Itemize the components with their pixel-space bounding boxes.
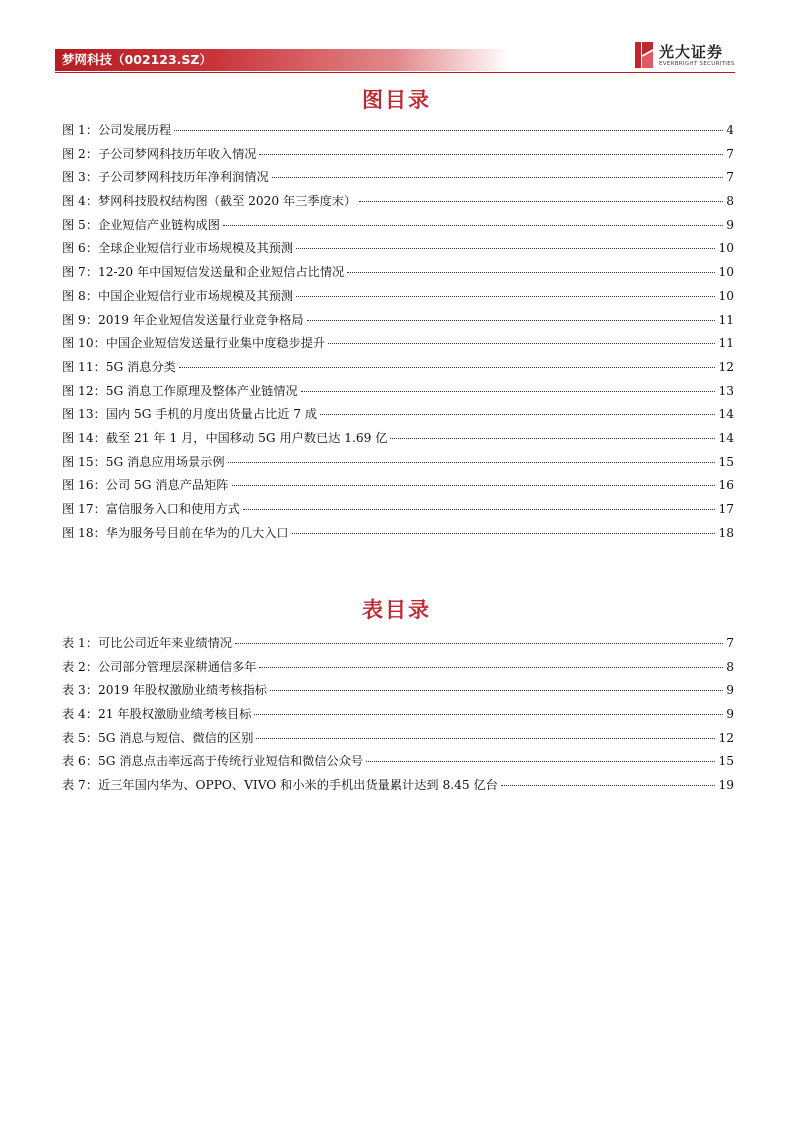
- figure-toc-page-number: 11: [718, 336, 734, 351]
- figure-toc-page-number: 4: [726, 123, 734, 137]
- figure-toc-entry[interactable]: [62, 522, 734, 546]
- brand-name: 光大证券: [659, 43, 724, 61]
- figure-toc-label: 图 18：华为服务号目前在华为的几大入口: [62, 525, 289, 540]
- figure-toc-label: 图 7：12-20 年中国短信发送量和企业短信占比情况: [62, 265, 345, 280]
- dot-leader: [359, 201, 723, 202]
- dot-leader: [501, 785, 716, 786]
- table-toc-page-number: 9: [726, 683, 734, 698]
- figure-toc-entry[interactable]: [62, 332, 734, 356]
- figure-toc-page-number: 7: [726, 146, 734, 161]
- dot-leader: [223, 225, 723, 226]
- figure-toc-page-number: 17: [718, 502, 734, 516]
- figure-toc-page-number: 18: [718, 525, 734, 540]
- dot-leader: [254, 714, 723, 715]
- figure-toc-entry[interactable]: [62, 166, 734, 190]
- figure-toc-label: 图 4：梦网科技股权结构图（截至 2020 年三季度末）: [62, 194, 357, 209]
- figure-toc-entry[interactable]: [62, 498, 734, 522]
- table-toc-label: 表 1：可比公司近年来业绩情况: [62, 636, 233, 650]
- table-toc-entry[interactable]: [62, 632, 734, 656]
- table-toc-entry[interactable]: [62, 774, 734, 798]
- table-toc-label: 表 3：2019 年股权激励业绩考核指标: [62, 683, 267, 698]
- dot-leader: [235, 643, 723, 644]
- figure-toc-label: 图 2：子公司梦网科技历年收入情况: [62, 146, 257, 161]
- table-toc-label: 表 6：5G 消息点击率远高于传统行业短信和微信公众号: [62, 754, 364, 769]
- header-divider: [55, 72, 735, 73]
- table-toc-entry[interactable]: [62, 750, 734, 774]
- table-toc-page-number: 9: [726, 707, 734, 722]
- figure-toc-entry[interactable]: [62, 261, 734, 285]
- figure-toc-entry[interactable]: [62, 380, 734, 404]
- figure-toc-entry[interactable]: [62, 285, 734, 309]
- table-toc-page-number: 8: [726, 659, 734, 674]
- dot-leader: [347, 272, 715, 273]
- dot-leader: [296, 248, 715, 249]
- figure-toc-entry[interactable]: [62, 474, 734, 498]
- table-toc-page-number: 12: [718, 730, 734, 745]
- table-toc-label: 表 7：近三年国内华为、OPPO、VIVO 和小米的手机出货量累计达到 8.45 亿台: [62, 778, 498, 793]
- figure-toc-label: 图 3：子公司梦网科技历年净利润情况: [62, 170, 269, 185]
- figure-toc-label: 图 9：2019 年企业短信发送量行业竞争格局: [62, 312, 304, 327]
- dot-leader: [366, 761, 715, 762]
- figure-toc-entry[interactable]: [62, 356, 734, 380]
- dot-leader: [307, 320, 716, 321]
- figure-toc-page-number: 14: [718, 430, 734, 445]
- figure-toc-entry[interactable]: [62, 119, 734, 143]
- dot-leader: [390, 438, 715, 439]
- figure-toc-label: 图 14：截至 21 年 1 月，中国移动 5G 用户数已达 1.69 亿: [62, 430, 388, 445]
- figure-toc-label: 图 8：中国企业短信行业市场规模及其预测: [62, 288, 294, 303]
- figure-toc-label: 图 16：公司 5G 消息产品矩阵: [62, 478, 229, 493]
- dot-leader: [259, 154, 723, 155]
- figure-toc-page-number: 11: [718, 312, 734, 327]
- dot-leader: [292, 533, 716, 534]
- figure-toc-page-number: 12: [718, 359, 734, 374]
- table-toc-entry[interactable]: [62, 679, 734, 703]
- dot-leader: [320, 414, 715, 415]
- everbright-logo-icon: [633, 40, 655, 70]
- figure-toc-entry[interactable]: [62, 214, 734, 238]
- figure-toc-page-number: 16: [718, 478, 734, 493]
- dot-leader: [228, 462, 716, 463]
- figure-toc-page-number: 10: [718, 241, 734, 256]
- figure-toc-entry[interactable]: [62, 143, 734, 167]
- figure-toc-label: 图 1：公司发展历程: [62, 123, 172, 137]
- table-toc-label: 表 2：公司部分管理层深耕通信多年: [62, 659, 257, 674]
- figure-toc-label: 图 10：中国企业短信发送量行业集中度稳步提升: [62, 336, 326, 351]
- figure-toc-label: 图 6：全球企业短信行业市场规模及其预测: [62, 241, 294, 256]
- table-toc-page-number: 7: [726, 636, 734, 650]
- figure-toc-page-number: 9: [726, 217, 734, 232]
- table-toc-entry[interactable]: [62, 703, 734, 727]
- figure-toc-page-number: 15: [718, 454, 734, 469]
- dot-leader: [232, 485, 716, 486]
- figure-toc-page-number: 14: [718, 407, 734, 422]
- table-toc-page-number: 19: [718, 778, 734, 793]
- figure-toc-entry[interactable]: [62, 451, 734, 475]
- brand-subtitle: EVERBRIGHT SECURITIES: [659, 61, 735, 67]
- table-toc-label: 表 4：21 年股权激励业绩考核目标: [62, 707, 252, 722]
- dot-leader: [270, 690, 723, 691]
- figure-toc-label: 图 11：5G 消息分类: [62, 359, 176, 374]
- figure-toc-page-number: 13: [718, 383, 734, 398]
- report-company-title: 梦网科技（002123.SZ）: [62, 52, 213, 67]
- figure-toc-page-number: 10: [718, 288, 734, 303]
- dot-leader: [174, 130, 723, 131]
- figure-toc-entry[interactable]: [62, 309, 734, 333]
- figure-toc-entry[interactable]: [62, 190, 734, 214]
- figure-toc-label: 图 12：5G 消息工作原理及整体产业链情况: [62, 383, 298, 398]
- figures-toc-list: [62, 119, 734, 545]
- figure-toc-entry[interactable]: [62, 427, 734, 451]
- figure-toc-entry[interactable]: [62, 237, 734, 261]
- dot-leader: [301, 391, 716, 392]
- table-toc-entry[interactable]: [62, 656, 734, 680]
- figure-toc-page-number: 8: [726, 194, 734, 209]
- tables-toc-list: [62, 632, 734, 798]
- dot-leader: [272, 177, 724, 178]
- figure-toc-page-number: 10: [718, 265, 734, 280]
- dot-leader: [328, 343, 715, 344]
- figure-toc-label: 图 5：企业短信产业链构成图: [62, 217, 220, 232]
- dot-leader: [259, 667, 723, 668]
- dot-leader: [296, 296, 715, 297]
- table-toc-page-number: 15: [718, 754, 734, 769]
- dot-leader: [243, 509, 716, 510]
- dot-leader: [179, 367, 716, 368]
- table-toc-entry[interactable]: [62, 727, 734, 751]
- figure-toc-label: 图 17：富信服务入口和使用方式: [62, 502, 240, 516]
- figure-toc-label: 图 13：国内 5G 手机的月度出货量占比近 7 成: [62, 407, 318, 422]
- figures-section-title: 图目录: [362, 88, 431, 112]
- figure-toc-entry[interactable]: [62, 403, 734, 427]
- figure-toc-label: 图 15：5G 消息应用场景示例: [62, 454, 225, 469]
- tables-section-title: 表目录: [362, 598, 431, 622]
- figure-toc-page-number: 7: [726, 170, 734, 185]
- dot-leader: [256, 738, 715, 739]
- brand-logo: [633, 40, 738, 72]
- table-toc-label: 表 5：5G 消息与短信、微信的区别: [62, 730, 254, 745]
